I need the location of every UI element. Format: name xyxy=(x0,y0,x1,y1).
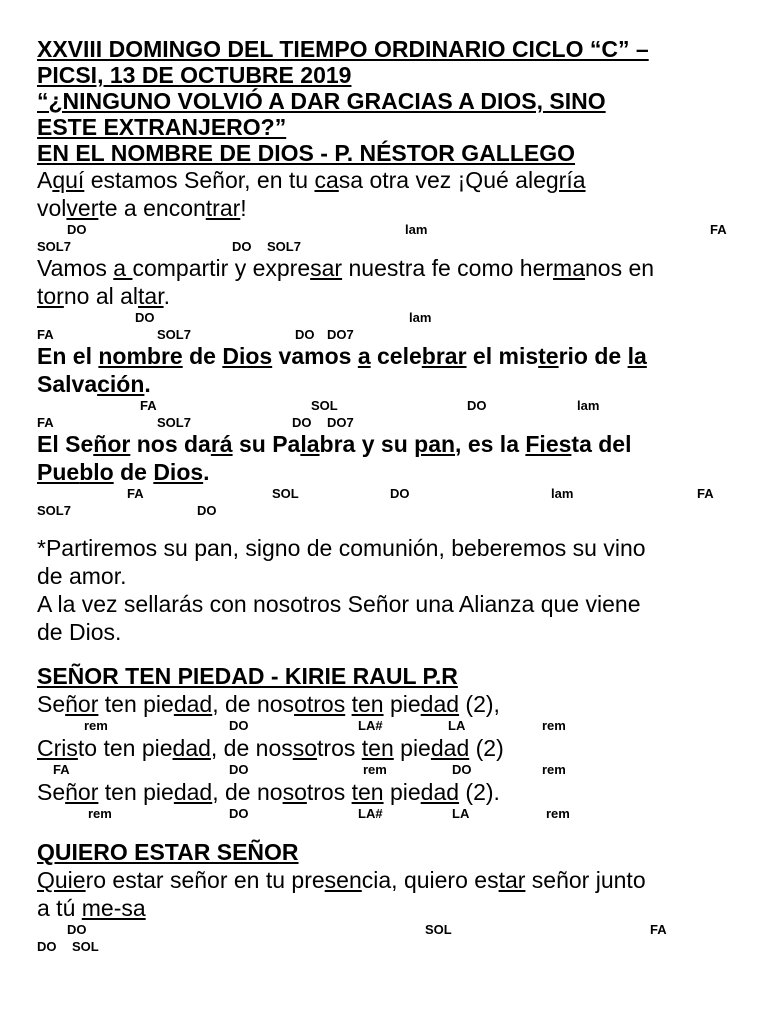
chord: FA xyxy=(127,486,144,501)
chord: SOL7 xyxy=(157,415,191,430)
section-title-kirie: SEÑOR TEN PIEDAD - KIRIE RAUL P.R xyxy=(37,663,458,689)
lyric-line: Aquí estamos Señor, en tu casa otra vez ¡Qué alegría xyxy=(37,167,586,193)
chord: rem xyxy=(88,806,112,821)
chord: SOL7 xyxy=(267,239,301,254)
chord: DO xyxy=(390,486,410,501)
chord: SOL xyxy=(72,939,99,954)
chord-line xyxy=(37,222,737,238)
lyric-line: En el nombre de Dios vamos a celebrar el misterio de la xyxy=(37,343,647,369)
chord: SOL7 xyxy=(157,327,191,342)
chord-line xyxy=(37,718,737,734)
chord: DO7 xyxy=(327,415,354,430)
chord: DO xyxy=(452,762,472,777)
chord-line xyxy=(37,938,737,954)
chord: DO xyxy=(232,239,252,254)
lyric-line: de amor. xyxy=(37,563,127,589)
chord: LA xyxy=(448,718,466,733)
chord: DO xyxy=(229,806,249,821)
chord: FA xyxy=(53,762,70,777)
chord: DO xyxy=(67,222,87,237)
chord: DO xyxy=(37,939,57,954)
chord: lam xyxy=(405,222,428,237)
lyric-line: Salvación. xyxy=(37,371,151,397)
chord-line xyxy=(37,486,737,502)
chord: DO xyxy=(292,415,312,430)
chord-line xyxy=(37,238,737,254)
chord: DO xyxy=(197,503,217,518)
chord-line xyxy=(37,326,737,342)
lyric-line: de Dios. xyxy=(37,619,122,645)
header-line-1: XXVIII DOMINGO DEL TIEMPO ORDINARIO CICLO “C” – xyxy=(37,36,649,62)
chord: SOL7 xyxy=(37,239,71,254)
chord: FA xyxy=(37,415,54,430)
chord: rem xyxy=(84,718,108,733)
chord-line xyxy=(37,922,737,938)
chord: LA# xyxy=(358,806,383,821)
chord-line xyxy=(37,310,737,326)
lyric-line: A la vez sellarás con nosotros Señor una Alianza que viene xyxy=(37,591,641,617)
chord: FA xyxy=(697,486,714,501)
chord: rem xyxy=(542,718,566,733)
document-page xyxy=(37,36,737,954)
chord-line xyxy=(37,502,737,518)
lyric-line: Señor ten piedad, de nosotros ten piedad (2), xyxy=(37,691,500,717)
section-title-quiero-estar: QUIERO ESTAR SEÑOR xyxy=(37,839,299,865)
chord: FA xyxy=(37,327,54,342)
chord-line xyxy=(37,762,737,778)
chord: SOL7 xyxy=(37,503,71,518)
lyric-line: Señor ten piedad, de nosotros ten piedad (2). xyxy=(37,779,500,805)
chord: SOL xyxy=(425,922,452,937)
lyric-line: *Partiremos su pan, signo de comunión, beberemos su vino xyxy=(37,535,646,561)
lyric-line: El Señor nos dará su Palabra y su pan, es la Fiesta del xyxy=(37,431,632,457)
chord: lam xyxy=(551,486,574,501)
chord: FA xyxy=(710,222,727,237)
chord: SOL xyxy=(272,486,299,501)
chord: DO xyxy=(67,922,87,937)
header-line-4: ESTE EXTRANJERO?” xyxy=(37,114,287,140)
lyric-line: Vamos a compartir y expresar nuestra fe como hermanos en xyxy=(37,255,655,281)
chord: LA xyxy=(452,806,470,821)
chord-line xyxy=(37,414,737,430)
chord: SOL xyxy=(311,398,338,413)
lyric-line: volverte a encontrar! xyxy=(37,195,247,221)
header-line-3: “¿NINGUNO VOLVIÓ A DAR GRACIAS A DIOS, SINO xyxy=(37,88,606,114)
header-line-5: EN EL NOMBRE DE DIOS - P. NÉSTOR GALLEGO xyxy=(37,140,576,166)
header-line-2: PICSI, 13 DE OCTUBRE 2019 xyxy=(37,62,352,88)
lyric-line: Quiero estar señor en tu presencia, quiero estar señor junto xyxy=(37,867,646,893)
chord-line xyxy=(37,806,737,822)
chord: rem xyxy=(363,762,387,777)
chord: DO xyxy=(467,398,487,413)
chord: lam xyxy=(577,398,600,413)
chord: rem xyxy=(546,806,570,821)
lyric-line: Pueblo de Dios. xyxy=(37,459,210,485)
chord: DO xyxy=(135,310,155,325)
chord: DO7 xyxy=(327,327,354,342)
chord: DO xyxy=(229,718,249,733)
chord-line xyxy=(37,398,737,414)
chord: FA xyxy=(140,398,157,413)
chord: DO xyxy=(229,762,249,777)
chord: LA# xyxy=(358,718,383,733)
lyric-line: Cristo ten piedad, de nossotros ten piedad (2) xyxy=(37,735,504,761)
lyric-line: a tú me-sa xyxy=(37,895,146,921)
chord: rem xyxy=(542,762,566,777)
chord: FA xyxy=(650,922,667,937)
chord: lam xyxy=(409,310,432,325)
lyric-line: torno al altar. xyxy=(37,283,170,309)
chord: DO xyxy=(295,327,315,342)
